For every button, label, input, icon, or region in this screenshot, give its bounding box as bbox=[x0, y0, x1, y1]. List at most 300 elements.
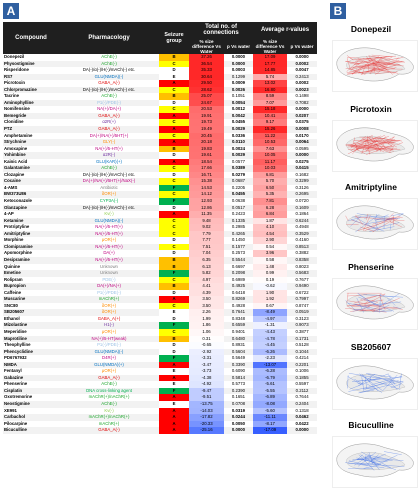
r-size-diff-cell: 10.53 bbox=[253, 139, 287, 146]
pharmacology-cell: Kv(-) bbox=[104, 407, 114, 413]
table-body bbox=[3, 54, 317, 434]
seizure-group-cell: D bbox=[159, 205, 189, 212]
r-size-diff-cell: 10.41 bbox=[253, 113, 287, 120]
compound-cell: PTZ bbox=[4, 126, 13, 132]
seizure-group-cell: D bbox=[159, 100, 189, 107]
r-p-cell: 0.6244 bbox=[295, 217, 309, 223]
header-average-r: Average r-values bbox=[253, 22, 317, 38]
connections-size-diff-cell: 1.86 bbox=[189, 322, 224, 329]
connections-p-cell: 0.1577 bbox=[231, 243, 246, 249]
compound-cell: Desipramine bbox=[4, 256, 30, 262]
r-size-diff-cell: 6.81 bbox=[253, 172, 287, 179]
r-size-diff-cell: 16.80 bbox=[253, 87, 287, 94]
compound-cell: NMDA bbox=[4, 361, 17, 367]
r-size-diff-cell: 11.17 bbox=[253, 159, 287, 166]
compound-cell: RS7 bbox=[4, 73, 13, 79]
seizure-group-cell: A bbox=[159, 427, 189, 434]
seizure-group-cell: F bbox=[159, 322, 189, 329]
r-size-diff-cell: 1.90 bbox=[253, 290, 287, 297]
seizure-group-cell: D bbox=[159, 342, 189, 349]
r-size-diff-cell: 0.58 bbox=[253, 257, 287, 264]
seizure-group-cell: B bbox=[159, 264, 189, 271]
seizure-group-cell: A bbox=[159, 375, 189, 382]
connections-p-cell: 0.0279 bbox=[231, 171, 246, 177]
r-size-diff-cell: 17.77 bbox=[253, 61, 287, 68]
compound-cell: Kainic Acid bbox=[4, 158, 28, 164]
r-p-cell: 0.0002 bbox=[295, 80, 309, 86]
seizure-group-cell: E bbox=[159, 401, 189, 408]
r-p-cell: 0.0720 bbox=[295, 198, 309, 204]
compound-cell: Maprotiline bbox=[4, 335, 27, 341]
connections-p-cell: 0.0000 bbox=[231, 60, 246, 66]
connections-p-cell: 0.2423 bbox=[231, 211, 246, 217]
connections-p-cell: 0.2205 bbox=[231, 184, 246, 190]
connections-size-diff-cell: 30.64 bbox=[189, 74, 224, 81]
r-p-cell: 0.9073 bbox=[295, 322, 309, 328]
connections-p-cell: 0.1651 bbox=[231, 394, 246, 400]
seizure-group-cell: A bbox=[159, 394, 189, 401]
compound-cell: Chlorpromazine bbox=[4, 86, 37, 92]
seizure-group-cell: C bbox=[159, 165, 189, 172]
connections-size-diff-cell: -3.31 bbox=[189, 355, 224, 362]
compound-cell: Cocaine bbox=[4, 178, 21, 184]
connections-size-diff-cell: 12.86 bbox=[189, 205, 224, 212]
brain-map-svg bbox=[333, 121, 417, 171]
connections-size-diff-cell: 35.33 bbox=[189, 67, 224, 74]
connections-p-cell: 0.0638 bbox=[231, 198, 246, 204]
brain-map-title: Amitriptyline bbox=[345, 182, 397, 192]
connections-p-cell: 0.6418 bbox=[231, 289, 246, 295]
connections-p-cell: 0.5773 bbox=[231, 381, 246, 387]
r-p-cell: 0.1318 bbox=[295, 407, 309, 413]
compound-cell: 4-AMS bbox=[4, 184, 18, 190]
connections-p-cell: 0.1335 bbox=[231, 217, 246, 223]
connections-size-diff-cell: 16.71 bbox=[189, 172, 224, 179]
r-size-diff-cell: 8.59 bbox=[253, 93, 287, 100]
r-p-cell: 0.8513 bbox=[295, 243, 309, 249]
brain-map bbox=[332, 198, 418, 250]
r-p-cell: 0.0415 bbox=[295, 165, 309, 171]
compound-cell: Phencyclidine bbox=[4, 348, 33, 354]
seizure-group-cell: D bbox=[159, 172, 189, 179]
connections-p-cell: 0.8931 bbox=[231, 342, 246, 348]
seizure-group-cell: C bbox=[159, 87, 189, 94]
brain-map bbox=[332, 358, 418, 410]
pharmacology-cell: μOR(+) bbox=[101, 368, 117, 374]
connections-size-diff-cell: -2.92 bbox=[189, 349, 224, 356]
pharmacology-cell: AChE(-) bbox=[101, 381, 117, 387]
connections-p-cell: 0.4265 bbox=[231, 230, 246, 236]
r-size-diff-cell: 4.10 bbox=[253, 224, 287, 231]
r-p-cell: 0.0047 bbox=[295, 67, 309, 73]
pharmacology-cell: μOR(+) bbox=[101, 237, 117, 243]
seizure-group-cell: C bbox=[159, 303, 189, 310]
seizure-group-cell: C bbox=[159, 191, 189, 198]
connections-p-cell: 0.0687 bbox=[231, 178, 246, 184]
pharmacology-cell: NA(+)/DA(+) bbox=[97, 106, 121, 112]
r-size-diff-cell: 10.05 bbox=[253, 152, 287, 159]
connections-p-cell: 0.0009 bbox=[231, 80, 246, 86]
pharmacology-cell: P1(-)/PDE(-) bbox=[97, 289, 121, 295]
connections-size-diff-cell: -4.38 bbox=[189, 375, 224, 382]
r-size-diff-cell: 13.02 bbox=[253, 80, 287, 87]
connections-size-diff-cell: -3.73 bbox=[189, 368, 224, 375]
compound-cell: Ketoconazole bbox=[4, 198, 32, 204]
pharmacology-cell: GLU(NMDA)(-) bbox=[94, 73, 124, 79]
panel-a-label: A bbox=[3, 3, 19, 19]
compound-cell: Ethanol bbox=[4, 315, 20, 321]
r-p-cell: 0.0375 bbox=[295, 119, 309, 125]
compound-cell: Amoxapine bbox=[4, 145, 28, 151]
pharmacology-cell: GLU(NMDA)(+) bbox=[94, 361, 124, 367]
pharmacology-cell: AChE(-) bbox=[101, 165, 117, 171]
connections-size-diff-cell: 25.07 bbox=[189, 93, 224, 100]
compound-cell: Muscarine bbox=[4, 296, 26, 302]
connections-p-cell: 0.2985 bbox=[231, 224, 246, 230]
r-size-diff-cell: 9.17 bbox=[253, 119, 287, 126]
connections-p-cell: 0.8269 bbox=[231, 296, 246, 302]
r-p-cell: 0.3877 bbox=[295, 328, 309, 334]
compound-cell: Mizolastine bbox=[4, 322, 28, 328]
r-size-diff-cell: 5.70 bbox=[253, 178, 287, 185]
r-p-cell: 0.2112 bbox=[295, 387, 309, 393]
seizure-group-cell: B bbox=[159, 93, 189, 100]
pharmacology-cell: DA(+)/NA(+)/5HT(+) bbox=[89, 132, 129, 138]
connections-size-diff-cell: 9.48 bbox=[189, 218, 224, 225]
r-size-diff-cell: 5.35 bbox=[253, 191, 287, 198]
r-p-cell: 0.3123 bbox=[295, 315, 309, 321]
r-p-cell: 0.0002 bbox=[295, 60, 309, 66]
pharmacology-cell: AChE(-) bbox=[101, 93, 117, 99]
panel-b bbox=[322, 0, 420, 500]
seizure-group-cell: C bbox=[159, 224, 189, 231]
r-p-cell: 0.8747 bbox=[295, 302, 309, 308]
r-p-cell: 0.6722 bbox=[295, 289, 309, 295]
pharmacology-cell: DA(+)/NA(+) bbox=[97, 283, 121, 289]
connections-size-diff-cell: 6.13 bbox=[189, 264, 224, 271]
r-size-diff-cell: -5.60 bbox=[253, 408, 287, 415]
compound-cell: Donepezil bbox=[4, 54, 25, 59]
connections-size-diff-cell: 19.61 bbox=[189, 152, 224, 159]
pharmacology-cell: δOR(+) bbox=[101, 191, 117, 197]
connections-p-cell: 0.0319 bbox=[231, 407, 246, 413]
seizure-group-cell: C bbox=[159, 106, 189, 113]
r-p-cell: 0.0595 bbox=[295, 145, 309, 151]
compound-cell: Cisplatin bbox=[4, 387, 23, 393]
connections-size-diff-cell: 7.77 bbox=[189, 237, 224, 244]
connections-size-diff-cell: 2.26 bbox=[189, 309, 224, 316]
compound-cell: Amphetamine bbox=[4, 132, 33, 138]
connections-size-diff-cell: 28.62 bbox=[189, 87, 224, 94]
compound-cell: Clomipramine bbox=[4, 243, 33, 249]
connections-size-diff-cell: -4.92 bbox=[189, 381, 224, 388]
r-p-cell: 0.2695 bbox=[295, 191, 309, 197]
pharmacology-cell: GLU(NMDA)(-) bbox=[94, 348, 124, 354]
header-compound: Compound bbox=[3, 22, 59, 54]
r-size-diff-cell: -4.45 bbox=[253, 342, 287, 349]
seizure-group-cell: A bbox=[159, 126, 189, 133]
brain-map-title: Donepezil bbox=[350, 24, 392, 34]
r-p-cell: 0.1682 bbox=[295, 171, 309, 177]
seizure-group-cell: A bbox=[159, 408, 189, 415]
pharmacology-cell: AChE(-) bbox=[101, 400, 117, 406]
pharmacology-cell: GABA_A(-) bbox=[98, 80, 120, 86]
r-p-cell: 0.7644 bbox=[295, 394, 309, 400]
connections-p-cell: 0.0244 bbox=[231, 414, 246, 420]
compound-cell: Apomorphine bbox=[4, 250, 32, 256]
r-size-diff-cell: 2.90 bbox=[253, 237, 287, 244]
seizure-group-cell: C bbox=[159, 218, 189, 225]
seizure-group-cell: C bbox=[159, 61, 189, 68]
pharmacology-cell: GABA_A(-) bbox=[98, 126, 120, 132]
connections-p-cell: 0.6559 bbox=[231, 322, 246, 328]
connections-size-diff-cell: 4.97 bbox=[189, 277, 224, 284]
seizure-group-cell: B bbox=[159, 54, 189, 61]
r-size-diff-cell: 6.84 bbox=[253, 211, 287, 218]
connections-size-diff-cell: 4.41 bbox=[189, 283, 224, 290]
pharmacology-cell: Antibiotic bbox=[100, 184, 118, 190]
compound-cell: Phenserine bbox=[4, 381, 28, 387]
brain-map-title: Bicuculline bbox=[348, 420, 394, 430]
r-size-diff-cell: -11.11 bbox=[253, 414, 287, 421]
r-p-cell: 0.0000 bbox=[295, 152, 309, 158]
brain-map-title: SB205607 bbox=[350, 342, 392, 352]
r-p-cell: 0.0008 bbox=[295, 126, 309, 132]
r-size-diff-cell: -1.31 bbox=[253, 322, 287, 329]
connections-p-cell: 0.0000 bbox=[231, 54, 246, 59]
compound-cell: Ketamine bbox=[4, 217, 24, 223]
connections-size-diff-cell: 20.18 bbox=[189, 139, 224, 146]
r-size-diff-cell: -4.78 bbox=[253, 336, 287, 343]
connections-p-cell: 0.6090 bbox=[231, 368, 246, 374]
brain-map-svg bbox=[333, 279, 417, 329]
seizure-group-cell: B bbox=[159, 257, 189, 264]
brain-map-svg bbox=[333, 359, 417, 409]
compound-cell: Picrotoxin bbox=[4, 80, 26, 86]
connections-size-diff-cell: 17.66 bbox=[189, 165, 224, 172]
connections-p-cell: 0.0110 bbox=[232, 139, 245, 145]
connections-p-cell: 0.0517 bbox=[231, 204, 246, 210]
r-size-diff-cell: 7.07 bbox=[253, 100, 287, 107]
pharmacology-cell: DA(+) bbox=[103, 250, 115, 256]
connections-p-cell: 0.0336 bbox=[231, 132, 246, 138]
compound-cell: Morphine bbox=[4, 237, 24, 243]
r-p-cell: 0.1609 bbox=[295, 204, 309, 210]
seizure-group-cell: B bbox=[159, 336, 189, 343]
r-size-diff-cell: -8.17 bbox=[253, 421, 287, 428]
compound-cell: Quinine bbox=[4, 263, 20, 269]
brain-map-svg bbox=[333, 199, 417, 249]
r-p-cell: 0.0023 bbox=[295, 86, 309, 92]
r-size-diff-cell: -6.89 bbox=[253, 394, 287, 401]
pharmacology-cell: P1(-)/PDE(-) bbox=[97, 342, 121, 348]
connections-size-diff-cell: -0.65 bbox=[189, 342, 224, 349]
compound-cell: Aminophylline bbox=[4, 99, 34, 105]
r-p-cell: 0.5597 bbox=[295, 381, 309, 387]
connections-size-diff-cell: -17.82 bbox=[189, 414, 224, 421]
connections-p-cell: 0.2573 bbox=[231, 250, 246, 256]
r-size-diff-cell: 17.09 bbox=[253, 54, 287, 61]
compound-cell: SB205607 bbox=[4, 309, 25, 315]
r-p-cell: 0.1731 bbox=[295, 335, 309, 341]
connections-size-diff-cell: 18.54 bbox=[189, 159, 224, 166]
r-size-diff-cell: 1.87 bbox=[253, 218, 287, 225]
connections-p-cell: 0.0455 bbox=[231, 119, 246, 125]
seizure-group-cell: D bbox=[159, 349, 189, 356]
seizure-group-cell: D bbox=[159, 316, 189, 323]
connections-p-cell: 0.0042 bbox=[231, 112, 246, 118]
compound-cell: PD6767932 bbox=[4, 355, 27, 361]
compound-cell: Yohimbine bbox=[4, 152, 26, 158]
r-size-diff-cell: 0.99 bbox=[253, 270, 287, 277]
pharmacology-cell: GABA_A(+) bbox=[97, 315, 121, 321]
compound-cell: Carbachol bbox=[4, 414, 26, 420]
r-p-cell: 0.0170 bbox=[295, 132, 309, 138]
r-size-diff-cell: -8.49 bbox=[253, 309, 287, 316]
compound-cell: Nomifensine bbox=[4, 106, 30, 112]
connections-p-cell: 0.2098 bbox=[231, 270, 246, 276]
pharmacology-cell: GABA_A(-) bbox=[98, 427, 120, 433]
compound-cell: XE991 bbox=[4, 407, 17, 413]
pharmacology-cell: mAChR(+)/nAChR(+) bbox=[88, 394, 130, 400]
compound-cell: Tacrine bbox=[4, 93, 19, 99]
brain-map-svg bbox=[333, 437, 417, 487]
r-p-cell: 0.3529 bbox=[295, 230, 309, 236]
r-size-diff-cell: 0.67 bbox=[253, 303, 287, 310]
connections-p-cell: 0.0029 bbox=[231, 152, 246, 158]
connections-size-diff-cell: 7.79 bbox=[189, 231, 224, 238]
connections-p-cell: 0.1051 bbox=[231, 93, 246, 99]
seizure-group-cell: A bbox=[159, 211, 189, 218]
r-p-cell: 0.0000 bbox=[295, 54, 309, 59]
connections-size-diff-cell: 1.99 bbox=[189, 316, 224, 323]
pharmacology-cell: mAChR(+) bbox=[98, 296, 120, 302]
connections-size-diff-cell: 11.35 bbox=[189, 211, 224, 218]
connections-size-diff-cell: 4.39 bbox=[189, 290, 224, 297]
connections-p-cell: 0.0026 bbox=[231, 86, 246, 92]
connections-p-cell: 0.3390 bbox=[231, 361, 246, 367]
connections-size-diff-cell: 20.53 bbox=[189, 106, 224, 113]
connections-size-diff-cell: 6.35 bbox=[189, 257, 224, 264]
connections-p-cell: 0.7641 bbox=[231, 309, 246, 315]
pharmacology-cell: DA(-)/α(-)/H(-)/mACh(-) etc. bbox=[82, 204, 136, 210]
pharmacology-cell: Unknown bbox=[100, 270, 118, 276]
connections-size-diff-cell: 29.50 bbox=[189, 80, 224, 87]
r-p-cell: 0.8023 bbox=[295, 263, 309, 269]
r-size-diff-cell: -5.61 bbox=[253, 381, 287, 388]
r-p-cell: 0.0000 bbox=[295, 106, 309, 112]
pharmacology-cell: PDE(-) bbox=[102, 276, 116, 282]
r-size-diff-cell: 0.54 bbox=[253, 244, 287, 251]
connections-size-diff-cell: -20.33 bbox=[189, 421, 224, 428]
seizure-group-cell: D bbox=[159, 152, 189, 159]
r-size-diff-cell: 15.26 bbox=[253, 126, 287, 133]
connections-size-diff-cell: 5.82 bbox=[189, 270, 224, 277]
r-size-diff-cell: -17.09 bbox=[253, 427, 287, 434]
connections-p-cell: 0.6697 bbox=[231, 263, 246, 269]
connections-p-cell: 0.0024 bbox=[231, 145, 246, 151]
connections-p-cell: 0.0003 bbox=[231, 67, 246, 73]
pharmacology-cell: D4R(+) bbox=[102, 355, 116, 361]
connections-p-cell: 0.0389 bbox=[231, 165, 246, 171]
seizure-group-cell: D bbox=[159, 250, 189, 257]
r-size-diff-cell: -6.79 bbox=[253, 375, 287, 382]
compound-cell: Clonidine bbox=[4, 119, 24, 125]
connections-p-cell: 0.6989 bbox=[231, 276, 246, 282]
seizure-group-cell: C bbox=[159, 244, 189, 251]
pharmacology-cell: δOR(+) bbox=[101, 309, 117, 315]
connections-p-cell: 0.2390 bbox=[231, 387, 246, 393]
compound-cell: Clozapine bbox=[4, 171, 25, 177]
connections-p-cell: 0.9401 bbox=[231, 328, 246, 334]
r-size-diff-cell: 0.19 bbox=[253, 277, 287, 284]
r-size-diff-cell: 7.63 bbox=[253, 146, 287, 153]
connections-size-diff-cell: -9.47 bbox=[189, 388, 224, 395]
seizure-group-cell: A bbox=[159, 113, 189, 120]
r-size-diff-cell: -6.28 bbox=[253, 368, 287, 375]
connections-size-diff-cell: 14.53 bbox=[189, 185, 224, 192]
connections-p-cell: 0.5544 bbox=[231, 256, 246, 262]
r-size-diff-cell: -4.97 bbox=[253, 316, 287, 323]
r-p-cell: 0.2404 bbox=[295, 400, 309, 406]
connections-size-diff-cell: 7.51 bbox=[189, 244, 224, 251]
connections-p-cell: 0.5604 bbox=[231, 348, 246, 354]
r-size-diff-cell: -5.55 bbox=[253, 388, 287, 395]
pharmacology-cell: GLU(NMDA)(-) bbox=[94, 217, 124, 223]
pharmacology-cell: CYP3A(-) bbox=[99, 198, 119, 204]
connections-size-diff-cell: -9.51 bbox=[189, 394, 224, 401]
seizure-group-cell: A bbox=[159, 296, 189, 303]
brain-map bbox=[332, 436, 418, 488]
r-p-cell: 0.5128 bbox=[295, 342, 309, 348]
r-p-cell: 0.0064 bbox=[295, 139, 309, 145]
seizure-group-cell: F bbox=[159, 185, 189, 192]
compound-cell: Strychnine bbox=[4, 139, 27, 145]
connections-p-cell: 0.0577 bbox=[231, 158, 246, 164]
seizure-group-cell: E bbox=[159, 381, 189, 388]
seizure-group-cell: C bbox=[159, 178, 189, 185]
r-size-diff-cell: 4.54 bbox=[253, 231, 287, 238]
connections-p-cell: 0.0455 bbox=[231, 191, 246, 197]
brain-map bbox=[332, 120, 418, 172]
pharmacology-cell: DA(-)/α(-)/H(-)/mACh(-) etc. bbox=[82, 67, 136, 73]
pharmacology-cell: NA(+)/5-HT(+) bbox=[95, 145, 123, 151]
pharmacology-cell: Unknown bbox=[100, 263, 118, 269]
brain-map-title: Phenserine bbox=[348, 262, 394, 272]
seizure-group-cell: F bbox=[159, 355, 189, 362]
connections-p-cell: 0.0012 bbox=[231, 106, 246, 112]
r-p-cell: 0.3882 bbox=[295, 250, 309, 256]
connections-p-cell: 0.6480 bbox=[231, 335, 246, 341]
connections-size-diff-cell: 14.12 bbox=[189, 191, 224, 198]
pharmacology-cell: P1(-)/PDE(-) bbox=[97, 99, 121, 105]
r-size-diff-cell: -2.23 bbox=[253, 355, 287, 362]
seizure-group-cell: A bbox=[159, 159, 189, 166]
r-size-diff-cell: -8.08 bbox=[253, 401, 287, 408]
compound-cell: Olanzapine bbox=[4, 204, 27, 210]
connectivity-table bbox=[3, 22, 317, 434]
pharmacology-cell: mAChR(+) bbox=[98, 420, 120, 426]
pharmacology-cell: μOR(+) bbox=[101, 328, 117, 334]
r-size-diff-cell: 3.96 bbox=[253, 250, 287, 257]
seizure-group-cell: C bbox=[159, 133, 189, 140]
connections-p-cell: 0.4925 bbox=[231, 283, 246, 289]
r-p-cell: 0.4948 bbox=[295, 224, 309, 230]
r-p-cell: 0.1864 bbox=[295, 211, 309, 217]
r-p-cell: 0.0207 bbox=[295, 112, 309, 118]
seizure-group-cell: E bbox=[159, 368, 189, 375]
connections-size-diff-cell: 19.49 bbox=[189, 126, 224, 133]
